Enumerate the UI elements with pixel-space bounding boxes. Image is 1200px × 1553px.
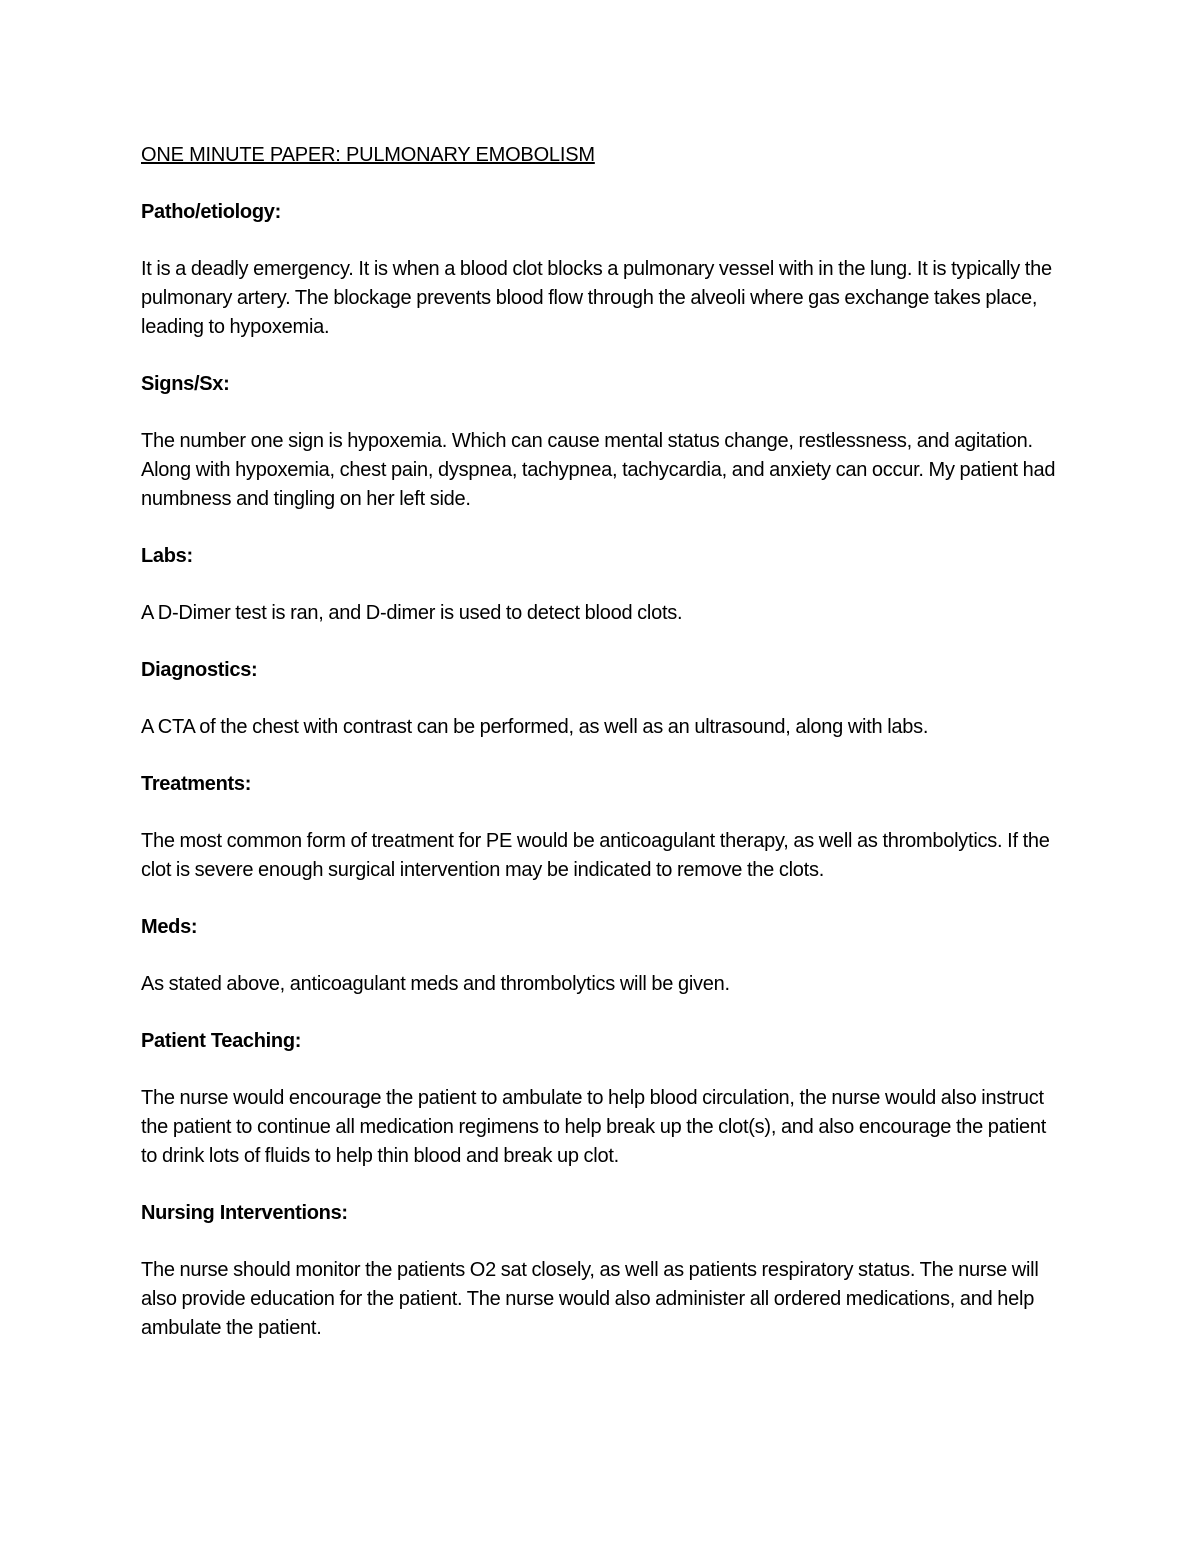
section-body-signs: The number one sign is hypoxemia. Which can cause mental status change, restlessness, and agitation. Along with hypoxemia, chest pain, dyspnea, tachypnea, tachycardia, and anxiety can occur. My patient had numbness and tingling on her left side. bbox=[141, 430, 1056, 510]
section-heading-treatments: Treatments: bbox=[141, 773, 252, 795]
section-heading-diagnostics: Diagnostics: bbox=[141, 659, 258, 681]
section-body-patient-teaching: The nurse would encourage the patient to ambulate to help blood circulation, the nurse would also instruct the patient to continue all medication regimens to help break up the clot(s), and also encourage the patient to drink lots of fluids to help thin blood and break up clot. bbox=[141, 1087, 1047, 1167]
section-body-diagnostics: A CTA of the chest with contrast can be performed, as well as an ultrasound, along with labs. bbox=[141, 716, 929, 738]
section-heading-meds: Meds: bbox=[141, 916, 198, 938]
section-body-patho: It is a deadly emergency. It is when a blood clot blocks a pulmonary vessel with in the lung. It is typically the pulmonary artery. The blockage prevents blood flow through the alveoli where gas exchange takes place, leading to hypoxemia. bbox=[141, 258, 1052, 338]
section-body-treatments: The most common form of treatment for PE would be anticoagulant therapy, as well as thrombolytics. If the clot is severe enough surgical intervention may be indicated to remove the clots. bbox=[141, 830, 1050, 881]
section-heading-signs: Signs/Sx: bbox=[141, 373, 230, 395]
document-body bbox=[141, 141, 1059, 1371]
section-heading-patho: Patho/etiology: bbox=[141, 201, 281, 223]
section-body-nursing-interventions: The nurse should monitor the patients O2 sat closely, as well as patients respiratory status. The nurse will also provide education for the patient. The nurse would also administer all ordered medications, and help ambulate the patient. bbox=[141, 1259, 1039, 1339]
section-body-labs: A D-Dimer test is ran, and D-dimer is used to detect blood clots. bbox=[141, 602, 683, 624]
section-heading-nursing-interventions: Nursing Interventions: bbox=[141, 1202, 348, 1224]
document-title: ONE MINUTE PAPER: PULMONARY EMOBOLISM bbox=[141, 144, 595, 166]
section-heading-labs: Labs: bbox=[141, 545, 193, 567]
section-body-meds: As stated above, anticoagulant meds and thrombolytics will be given. bbox=[141, 973, 730, 995]
section-heading-patient-teaching: Patient Teaching: bbox=[141, 1030, 302, 1052]
